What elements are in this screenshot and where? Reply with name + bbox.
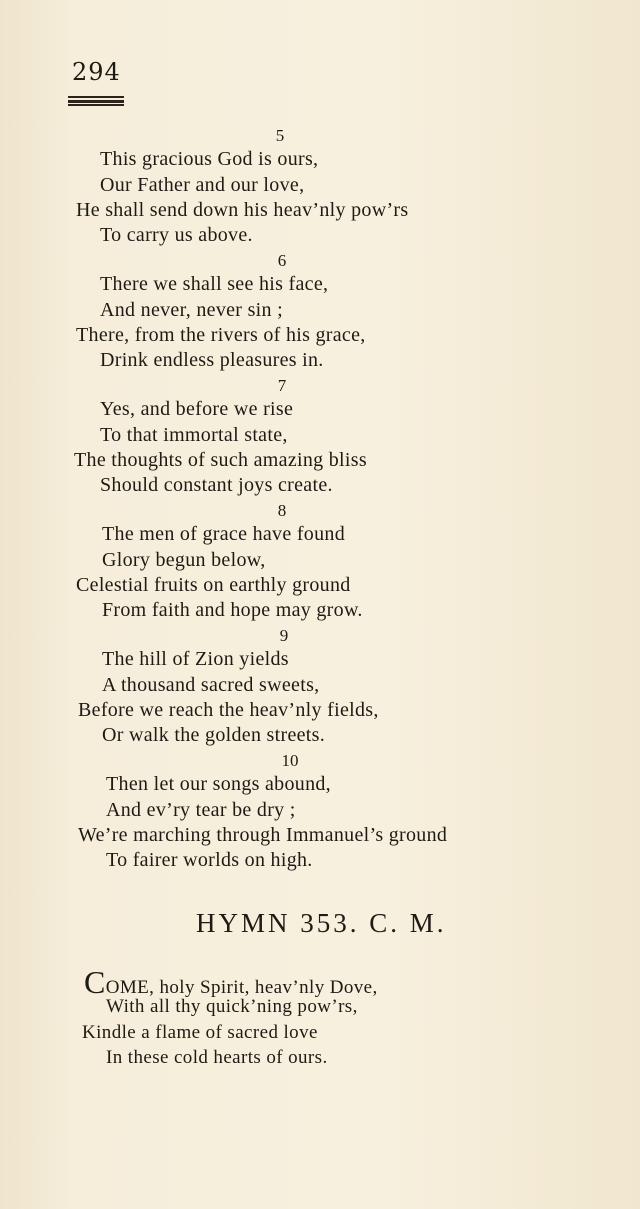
- verse-line: A thousand sacred sweets,: [102, 674, 320, 696]
- verse-line: Then let our songs abound,: [106, 773, 331, 795]
- stanza-number: 6: [277, 251, 287, 270]
- verse-line: The men of grace have found: [102, 523, 345, 545]
- verse-line: Drink endless pleasures in.: [100, 349, 324, 371]
- verse-line: This gracious God is ours,: [100, 148, 319, 170]
- verse-line: He shall send down his heav’nly pow’rs: [76, 199, 409, 221]
- page-number: 294: [72, 58, 121, 86]
- verse-line: Our Father and our love,: [100, 174, 305, 196]
- verse-line: In these cold hearts of ours.: [106, 1047, 328, 1068]
- stanza-number: 10: [281, 751, 299, 770]
- verse-line: There, from the rivers of his grace,: [76, 324, 366, 346]
- header-rule: [68, 96, 124, 98]
- verse-line: Kindle a flame of sacred love: [82, 1022, 318, 1043]
- verse-line: Glory begun below,: [102, 549, 266, 571]
- stanza-number: 8: [277, 501, 287, 520]
- verse-line: And ev’ry tear be dry ;: [106, 799, 296, 821]
- verse-line: And never, never sin ;: [100, 299, 283, 321]
- verse-line: To fairer worlds on high.: [106, 849, 313, 871]
- verse-line: The hill of Zion yields: [102, 648, 289, 670]
- verse-line: Before we reach the heav’nly fields,: [78, 699, 379, 721]
- verse-line: The thoughts of such amazing bliss: [74, 449, 367, 471]
- verse-line: Yes, and before we rise: [100, 398, 294, 420]
- verse-line: With all thy quick’ning pow’rs,: [106, 996, 358, 1017]
- verse-line: There we shall see his face,: [100, 273, 329, 295]
- header-rule: [68, 100, 124, 103]
- stanza-number: 9: [279, 626, 289, 645]
- verse-line: To carry us above.: [100, 224, 253, 246]
- verse-line: Should constant joys create.: [100, 474, 333, 496]
- verse-line: Or walk the golden streets.: [102, 724, 326, 746]
- verse-line: We’re marching through Immanuel’s ground: [78, 824, 448, 846]
- hymn-first-line: [84, 966, 378, 999]
- stanza-number: 5: [275, 126, 285, 145]
- first-line-text: OME, holy Spirit, heav’nly Dove,: [105, 977, 378, 998]
- stanza-number: 7: [277, 376, 287, 395]
- verse-line: To that immortal state,: [100, 424, 288, 446]
- verse-line: From faith and hope may grow.: [102, 599, 363, 621]
- header-rule: [68, 104, 124, 106]
- hymn-title: HYMN 353. C. M.: [196, 908, 447, 938]
- verse-line: Celestial fruits on earthly ground: [76, 574, 351, 596]
- drop-cap: C: [84, 964, 106, 1000]
